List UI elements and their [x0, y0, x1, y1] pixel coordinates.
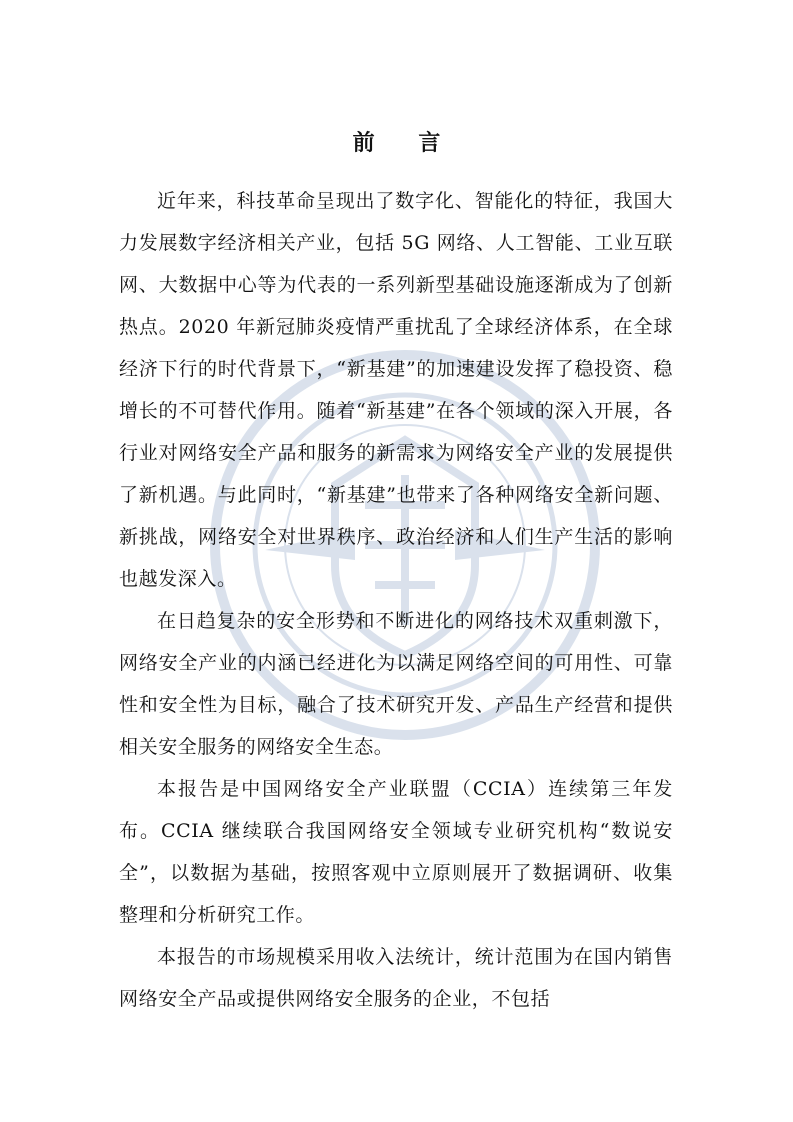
- paragraph-4: 本报告的市场规模采用收入法统计，统计范围为在国内销售网络安全产品或提供网络安全服务的企业，不包括: [119, 946, 673, 1010]
- document-body: [119, 180, 673, 1020]
- paragraph-2: 在日趋复杂的安全形势和不断进化的网络技术双重刺激下，网络安全产业的内涵已经进化为以满足网络空间的可用性、可靠性和安全性为目标，融合了技术研究开发、产品生产经营和提供相关安全服务的网络安全生态。: [119, 610, 673, 758]
- page-title: 前 言: [352, 130, 459, 156]
- paragraph-3: 本报告是中国网络安全产业联盟（CCIA）连续第三年发布。CCIA 继续联合我国网络安全领域专业研究机构“数说安全”，以数据为基础，按照客观中立原则展开了数据调研、收集整理和分析研究工作。: [119, 778, 673, 926]
- paragraph-1: 近年来，科技革命呈现出了数字化、智能化的特征，我国大力发展数字经济相关产业，包括 5G 网络、人工智能、工业互联网、大数据中心等为代表的一系列新型基础设施逐渐成为了创新热点。2020 年新冠肺炎疫情严重扰乱了全球经济体系，在全球经济下行的时代背景下，“新基建”的加速建设发挥了稳投资、稳增长的不可替代作用。随着“新基建”在各个领域的深入开展，各行业对网络安全产品和服务的新需求为网络安全产业的发展提供了新机遇。与此同时，“新基建”也带来了各种网络安全新问题、新挑战，网络安全对世界秩序、政治经济和人们生产生活的影响也越发深入。: [119, 190, 673, 590]
